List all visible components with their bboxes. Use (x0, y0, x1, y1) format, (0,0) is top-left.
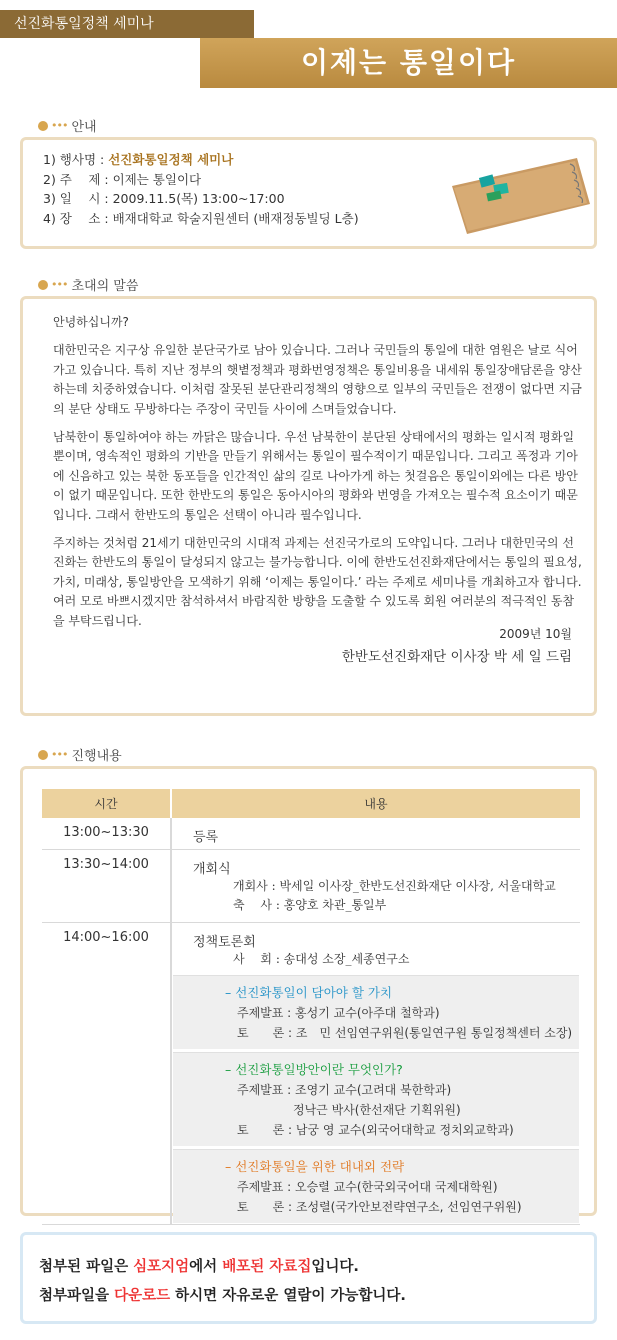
bullet-dot-icon (38, 750, 48, 760)
greeting-paragraph: 대한민국은 지구상 유일한 분단국가로 남아 있습니다. 그러나 국민들의 통일에 대한 염원은 날로 식어가고 있습니다. 특히 지난 정부의 햇볕정책과 평화번영정책은 통일비용을 내세워 통일장애담론을 양산하는데 치중하였습니다. 이처럼 잘못된 분단관리정책의 영향으로 일부의 국민들은 전쟁이 없다면 지금의 분단 상태도 무방하다는 주장이 국민들 사이에 스며들었습니다. (53, 343, 582, 416)
session-panel (173, 1149, 579, 1223)
session-title: – 선진화통일이 담아야 할 가치 (225, 984, 393, 1000)
session-title: – 선진화통일을 위한 대내외 전략 (225, 1158, 405, 1174)
session-title: – 선진화통일방안이란 무엇인가? (225, 1061, 403, 1077)
column-header-content: 내용 (171, 789, 580, 818)
info-row: 1) 행사명 : 선진화통일정책 세미나 (43, 152, 234, 167)
section-heading-guide (38, 116, 97, 135)
dots-icon: ••• (51, 748, 68, 761)
info-row: 4) 장 소 : 배재대학교 학술지원센터 (배재정동빌딩 L층) (43, 210, 359, 226)
section-heading-greeting (38, 275, 138, 294)
header-tab: 선진화통일정책 세미나 (0, 10, 254, 38)
info-row: 3) 일 시 : 2009.11.5(목) 13:00~17:00 (43, 191, 285, 206)
content-cell: 등록 (193, 830, 219, 845)
table-row (42, 849, 580, 922)
bullet-dot-icon (38, 121, 48, 131)
info-row: 2) 주 제 : 이제는 통일이다 (43, 171, 202, 187)
info-list (43, 150, 359, 228)
session-line: 주제발표 : 홍성기 교수(아주대 철학과) (237, 1005, 440, 1020)
session-panel (173, 975, 579, 1049)
page-banner-title: 이제는 통일이다 (200, 38, 617, 88)
time-cell: 14:00~16:00 (42, 922, 171, 1224)
schedule-box (20, 766, 597, 1216)
session-line: 주제발표 : 오승렬 교수(한국외국어대 국제대학원) (237, 1179, 498, 1194)
notice-text (39, 1253, 406, 1311)
notice-line: 첨부된 파일은 심포지엄에서 배포된 자료집입니다. (39, 1259, 359, 1275)
section-title: 안내 (71, 120, 97, 135)
section-title: 진행내용 (71, 749, 122, 764)
detail-line: 축 사 : 홍양호 차관_통일부 (233, 897, 387, 912)
schedule-table (42, 789, 580, 1225)
content-cell: 정책토론회 (193, 934, 256, 950)
greeting-paragraph: 주지하는 것처럼 21세기 대한민국의 시대적 과제는 선진국가로의 도약입니다. 그러나 대한민국의 선진화는 한반도의 통일이 달성되지 않고는 불가능합니다. 이에 한반도선진화재단에서는 통일의 필요성, 가치, 미래상, 통일방안을 모색하기 위해 ‘이제는 통일이다.’ 라는 주제로 세미나를 개최하고자 합니다. 여러 모로 바쁘시겠지만 참석하셔서 바람직한 방향을 도출할 수 있도록 회원 여러분의 적극적인 동참을 부탁드립니다. (53, 536, 582, 628)
dots-icon: ••• (51, 119, 68, 132)
session-line: 토 론 : 남궁 영 교수(외국어대학교 정치외교학과) (237, 1122, 514, 1137)
column-header-time: 시간 (42, 789, 171, 818)
section-heading-program (38, 745, 122, 764)
time-cell: 13:00~13:30 (42, 818, 171, 849)
greeting-date: 2009년 10월 (499, 627, 572, 641)
session-line: 토 론 : 조 민 선임연구위원(통일연구원 통일정책센터 소장) (237, 1025, 573, 1040)
detail-line: 개회사 : 박세일 이사장_한반도선진화재단 이사장, 서울대학교 (233, 878, 556, 893)
notice-box (20, 1232, 597, 1324)
session-line: 주제발표 : 조영기 교수(고려대 북한학과) (237, 1082, 452, 1097)
content-cell: 개회식 (193, 861, 231, 877)
dots-icon: ••• (51, 278, 68, 291)
session-line: 토 론 : 조성렬(국가안보전략연구소, 선임연구위원) (237, 1199, 522, 1214)
notebook-clip-icon (442, 156, 592, 236)
greeting-paragraph: 남북한이 통일하여야 하는 까닭은 많습니다. 우선 남북한이 분단된 상태에서의 평화는 일시적 평화일 뿐이며, 영속적인 평화의 기반을 만들기 위해서는 통일이 필수적이기 때문입니다. 그리고 폭정과 기아에 신음하고 있는 북한 동포들을 인간적인 삶의 길로 나아가게 하는 첫걸음은 통일이외에는 다른 방안이 없기 때문입니다. 또한 한반도의 통일은 동아시아의 평화와 번영을 가져오는 필수적 요소이기 때문입니다. 그래서 한반도의 통일은 선택이 아니라 필수입니다. (53, 430, 578, 522)
greeting-box (20, 296, 597, 716)
notice-line: 첨부파일을 다운로드 하시면 자유로운 열람이 가능합니다. (39, 1288, 406, 1304)
bullet-dot-icon (38, 280, 48, 290)
session-line: 정낙근 박사(한선재단 기획위원) (293, 1102, 461, 1117)
greeting-signature: 한반도선진화재단 이사장 박 세 일 드림 (341, 649, 572, 665)
table-row (42, 818, 580, 849)
section-title: 초대의 말씀 (71, 279, 139, 294)
download-link[interactable]: 다운로드 (114, 1288, 171, 1304)
greeting-text (43, 313, 583, 640)
session-panel (173, 1052, 579, 1146)
detail-line: 사 회 : 송대성 소장_세종연구소 (233, 951, 410, 966)
table-row (42, 922, 580, 1224)
time-cell: 13:30~14:00 (42, 849, 171, 922)
greeting-hello: 안녕하십니까? (53, 315, 129, 329)
info-box (20, 137, 597, 249)
